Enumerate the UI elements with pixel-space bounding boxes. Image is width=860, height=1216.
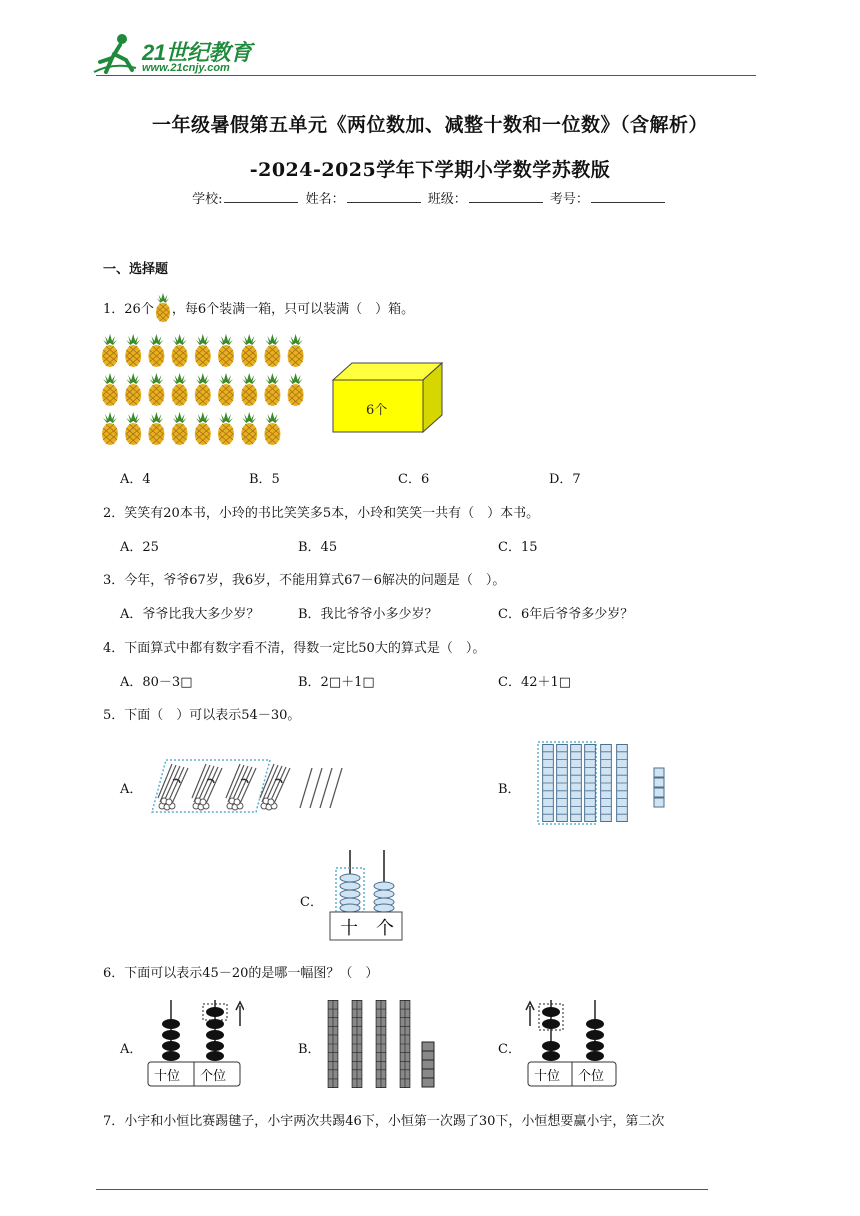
page-title-line1: 一年级暑假第五单元《两位数加、减整十数和一位数》（含解析） — [151, 114, 708, 136]
name-blank[interactable] — [347, 190, 421, 203]
pineapple-icon — [125, 412, 141, 445]
pineapple-icon — [172, 334, 188, 367]
pineapple-icon — [195, 334, 211, 367]
pineapple-icon — [241, 373, 257, 406]
pineapple-icon — [148, 373, 164, 406]
pineapple-icon — [148, 334, 164, 367]
q2-option-b[interactable]: B．45 — [298, 540, 338, 555]
pineapple-icon — [102, 334, 118, 367]
pineapple-icon — [195, 373, 211, 406]
q6-option-b[interactable]: B． — [298, 1042, 321, 1057]
school-blank[interactable] — [224, 190, 298, 203]
exam-no-label: 考号： — [549, 192, 589, 207]
exam-no-blank[interactable] — [591, 190, 665, 203]
name-label: 姓名： — [305, 192, 345, 207]
abacus-ones-label: 个 — [376, 918, 394, 939]
q4-option-b[interactable]: B．2□＋1□ — [298, 675, 375, 690]
q3-option-c[interactable]: C．6年后爷爷多少岁？ — [498, 607, 634, 622]
q1-option-a[interactable]: A．4 — [120, 472, 151, 487]
pineapple-grid — [98, 332, 310, 452]
question-2: 2．笑笑有20本书，小玲的书比笑笑多5本，小玲和笑笑一共有（ ）本书。 — [103, 506, 540, 521]
pineapple-icon — [241, 334, 257, 367]
logo — [92, 32, 262, 78]
q1-option-c[interactable]: C．6 — [398, 472, 430, 487]
q6c-tens-label: 十位 — [534, 1069, 561, 1084]
pineapple-icon — [218, 373, 234, 406]
abacus-tens-label: 十 — [340, 918, 358, 939]
pineapple-icon — [102, 412, 118, 445]
pineapple-icon — [264, 412, 280, 445]
footer-divider — [96, 1189, 708, 1190]
pineapple-icon — [125, 334, 141, 367]
q1-option-b[interactable]: B．5 — [249, 472, 280, 487]
box-diagram — [330, 360, 446, 436]
q2-option-c[interactable]: C．15 — [498, 540, 538, 555]
q6c-ones-label: 个位 — [578, 1069, 605, 1084]
pineapple-icon — [125, 373, 141, 406]
logo-url: www.21cnjy.com — [142, 62, 230, 74]
pineapple-icon — [195, 412, 211, 445]
q3-option-b[interactable]: B．我比爷爷小多少岁？ — [298, 607, 438, 622]
question-1-prefix: 1．26个 — [103, 302, 154, 317]
pineapple-icon — [102, 373, 118, 406]
q5-option-c[interactable]: C． — [300, 895, 323, 910]
pineapple-icon — [288, 334, 304, 367]
box-label: 6个 — [366, 403, 388, 418]
section-title: 一、选择题 — [103, 262, 169, 277]
pineapple-icon — [148, 412, 164, 445]
q5-abacus-diagram — [328, 848, 404, 942]
runner-icon — [92, 32, 138, 76]
q5-option-b[interactable]: B． — [498, 782, 521, 797]
q5-option-a[interactable]: A． — [120, 782, 143, 797]
question-1-suffix: ，每6个装满一箱，只可以装满（ ）箱。 — [171, 302, 415, 317]
student-info-fields — [0, 188, 860, 207]
class-label: 班级： — [427, 192, 467, 207]
pineapple-icon — [288, 373, 304, 406]
q4-option-c[interactable]: C．42＋1□ — [498, 675, 572, 690]
page-title-line2: -2024-2025学年下学期小学数学苏教版 — [249, 159, 611, 181]
q6-abacus-a — [146, 998, 244, 1090]
q6-option-c[interactable]: C． — [498, 1042, 521, 1057]
pineapple-icon — [172, 412, 188, 445]
q5-sticks-diagram — [150, 756, 350, 816]
school-label: 学校: — [192, 192, 223, 207]
pineapple-icon — [218, 334, 234, 367]
q2-option-a[interactable]: A．25 — [120, 540, 159, 555]
q6-abacus-c — [522, 998, 620, 1090]
question-4: 4．下面算式中都有数字看不清，得数一定比50大的算式是（ ）。 — [103, 641, 486, 656]
q6a-tens-label: 十位 — [154, 1069, 181, 1084]
pineapple-icon — [218, 412, 234, 445]
question-7: 7．小宇和小恒比赛踢毽子，小宇两次共踢46下，小恒第一次踢了30下，小恒想要赢小宇，第二次 — [103, 1114, 665, 1129]
q3-option-a[interactable]: A．爷爷比我大多少岁？ — [120, 607, 260, 622]
q6-option-a[interactable]: A． — [120, 1042, 143, 1057]
pineapple-icon — [264, 334, 280, 367]
question-1 — [103, 293, 414, 323]
logo-brand: 21世纪教育 — [142, 40, 252, 65]
pineapple-icon — [154, 293, 172, 323]
q5-blocks-diagram — [536, 740, 672, 826]
pineapple-icon — [241, 412, 257, 445]
q6-blocks-diagram — [324, 998, 440, 1090]
question-6: 6．下面可以表示45－20的是哪一幅图？（ ） — [103, 966, 379, 981]
q1-option-d[interactable]: D．7 — [549, 472, 581, 487]
question-3: 3．今年，爷爷67岁，我6岁，不能用算式67－6解决的问题是（ ）。 — [103, 573, 506, 588]
question-5: 5．下面（ ）可以表示54－30。 — [103, 708, 301, 723]
q6a-ones-label: 个位 — [200, 1069, 227, 1084]
class-blank[interactable] — [469, 190, 543, 203]
q4-option-a[interactable]: A．80－3□ — [120, 675, 193, 690]
pineapple-icon — [172, 373, 188, 406]
pineapple-icon — [264, 373, 280, 406]
header-divider — [96, 75, 756, 76]
